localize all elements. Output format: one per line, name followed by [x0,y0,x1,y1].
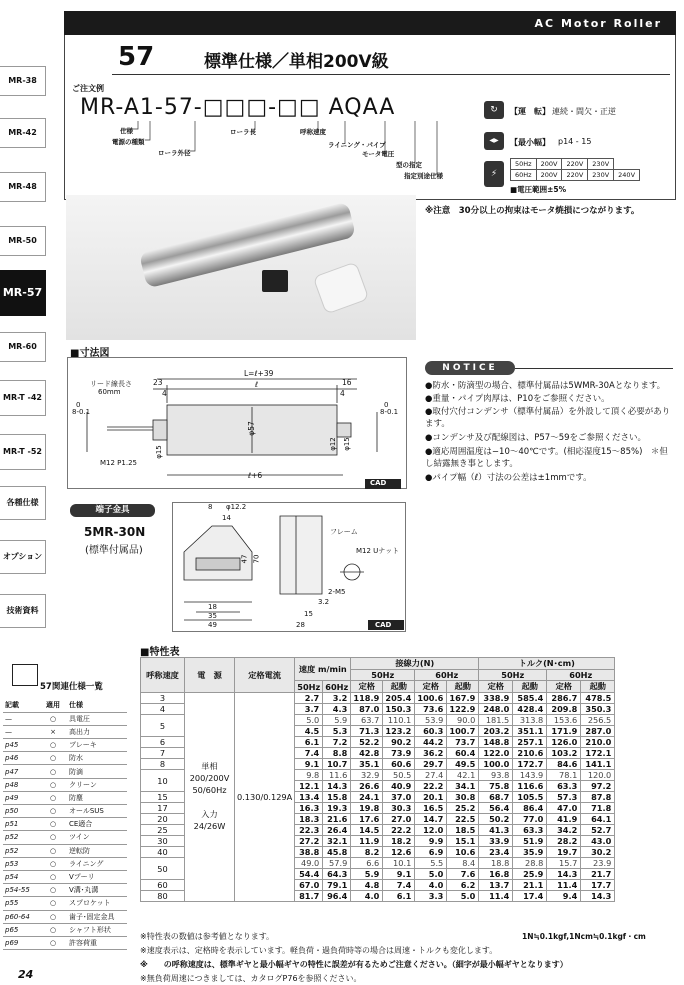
dim-L: L=ℓ+39 [244,369,274,378]
spec-row: 30 27.2 32.1 11.9 18.2 9.9 15.1 33.9 51.9 28.2 43.0 [141,836,615,847]
spec-list-row[interactable]: p47 ○ 防滴 [3,765,127,778]
spec-list-row[interactable]: p53 ○ ライニング [3,857,127,870]
power-cell: 単相 200/200V 50/60Hz 入力 24/26W [185,693,235,902]
terminal-model: 5MR-30N [84,525,146,539]
term-d32: 3.2 [318,598,330,606]
spec-row: 6 6.1 7.2 52.2 90.2 44.2 73.7 148.8 257.1 126.0 210.0 [141,737,615,748]
unit-note: 1N≒0.1kgf,1Ncm≒0.1kgf・cm [522,932,646,941]
dim-0b: 0 [384,401,389,409]
dim-8a: 8-0.1 [72,408,91,416]
term-cad-badge: CAD [375,621,392,629]
term-d18: 18 [208,603,217,611]
min-width-label: 【最小幅】 [510,138,550,147]
dim-4b: 4 [340,389,345,398]
spec-table: 呼称速度 電 源 定格電流 速度 m/min 接線力(N) トルク(N･cm) 50Hz 60Hz 50Hz 60Hz 50Hz 60Hz 定格 起動 定格 起動 定格 起動 定格 起動 3 単相 200/200V 50/60Hz 入力 24/26W 0.130/0.129A 2.7 3.2 118.9 205.4 100.6 167.9 338.9 585.4 286.7 478.5 4 3.7 4.3 87.0 150.3 73.6 122.9 248.0 428.4 209.8 350.3 5 5.0 5.9 63.7 110.1 53.9 90.0 181.5 313.8 153.6 256.5 4.5 5.3 71.3 123.2 60.3 100.7 203.2 351.1 171.9 287.0 6 6.1 7.2 52.2 90.2 44.2 73.7 148.8 257.1 126.0 210.0 7 7.4 8.8 42.8 73.9 36.2 60.4 122.0 210.6 103.2 172.1 8 9.1 10.7 35.1 60.6 29.7 49.5 100.0 172.7 84.6 141.1 10 9.8 11.6 32.9 50.5 27.4 42.1 93.8 143.9 78.1 120.0 12.1 14.3 26.6 40.9 22.2 34.1 75.8 116.6 63.3 97.2 15 13.4 15.8 24.1 37.0 20.1 30.8 68.7 105.5 57.3 87.8 17 16.3 19.3 19.8 30.3 16.5 25.2 56.4 86.4 47.0 71.8 20 18.3 21.6 17.6 27.0 14.7 22.5 50.2 77.0 41.9 64.1 25 22.3 26.4 14.5 22.2 12.0 18.5 41.3 63.3 34.2 52.7 30 27.2 32.1 11.9 18.2 9.9 15.1 33.9 51.9 28.2 43.0 40 38.8 45.8 8.2 12.6 6.9 10.6 23.4 35.9 19.7 30.2 50 49.0 57.9 6.6 10.1 5.5 8.4 18.8 28.8 15.7 23.9 54.4 64.3 5.9 9.1 5.0 7.6 16.8 25.9 14.3 21.7 60 67.0 79.1 4.8 7.4 4.0 6.2 13.7 21.1 11.4 17.7 80 81.7 96.4 4.0 6.1 3.3 5.0 11.4 17.4 9.4 14.3 [140,657,615,902]
notice-item: ●防水・防滴型の場合、標準付属品は5WMR-30Aとなります。 [425,381,666,391]
code-label: ローラ外径 [158,149,191,157]
product-photo [66,195,416,340]
term-frame-label: フレーム [330,528,358,536]
dimension-title: ■寸法図 [70,348,110,359]
side-tab-options[interactable]: オプション [0,540,46,574]
spec-note: ※特性表の数値は参考値となります。 [140,932,275,941]
brand-bar: AC Motor Roller [64,11,676,35]
dimension-drawing [67,357,407,489]
spec-list-row[interactable]: — × 高出力 [3,725,127,738]
spec-row: 40 38.8 45.8 8.2 12.6 6.9 10.6 23.4 35.9 19.7 30.2 [141,847,615,858]
dim-m12: M12 P1.25 [100,459,137,467]
spec-list-row[interactable]: p60-64 ○ 歯子･固定金具 [3,910,127,923]
voltage-table: 50Hz 200V 220V 230V 60Hz 200V 220V 230V 240V [510,158,640,181]
doc-icon [12,664,38,686]
dim-d15: φ15 [154,445,163,459]
term-d35: 35 [208,612,217,620]
dim-16: 16 [342,378,352,387]
spec-list-title: 57関連仕様一覧 [40,682,103,692]
code-label: ライニング・パイプ [328,141,386,149]
page-title: 標準仕様／単相200V級 [204,52,389,72]
code-label: 仕様 [120,127,133,135]
operation-value: 連続・間欠・正逆 [552,107,616,116]
notice-item: ●適応周囲温度は−10～40℃です。(相応湿度15～85%) ＊但し結露無き事とします。 [425,447,668,469]
notice-item: ●コンデンサ及び配線図は、P57～59をご参照ください。 [425,433,647,443]
spec-row: 10 9.8 11.6 32.9 50.5 27.4 42.1 93.8 143.9 78.1 120.0 [141,770,615,781]
spec-row: 8 9.1 10.7 35.1 60.6 29.7 49.5 100.0 172.7 84.6 141.1 [141,759,615,770]
side-tab-mr57[interactable]: MR-57 [0,270,46,316]
spec-list-row[interactable]: — ○ 具電圧 [3,712,127,725]
term-d70: 70 [252,554,261,564]
notice-item: ●取付穴付コンデンサ（標準付属品）を外設して頂く必要があります。 [425,407,671,429]
spec-list-row[interactable]: p49 ○ 防塵 [3,791,127,804]
operation-label: 【運 転】 [510,107,550,116]
spec-list-row[interactable]: p69 ○ 許容荷重 [3,936,127,949]
dim-d57: φ57 [246,421,256,436]
term-d49: 49 [208,621,217,629]
term-d14: 14 [222,514,231,522]
bolt-icon: ⚡ [484,161,504,187]
dim-4a: 4 [162,389,167,398]
spec-row: 5 5.0 5.9 63.7 110.1 53.9 90.0 181.5 313.8 153.6 256.5 [141,715,615,726]
cad-badge: CAD [370,479,387,487]
capacitor-image [262,270,288,292]
term-m5: 2-M5 [328,588,346,596]
dim-d15b: φ15 [342,437,351,451]
code-label: ローラ長 [230,128,256,136]
spec-list-row[interactable]: p52 ○ ツイン [3,831,127,844]
dim-l: ℓ [255,380,259,389]
spec-row: 15 13.4 15.8 24.1 37.0 20.1 30.8 68.7 105.5 57.3 87.8 [141,792,615,803]
spec-list-row[interactable]: p48 ○ クリーン [3,778,127,791]
spec-list-table: 記載 適用 仕様 — ○ 具電圧 — × 高出力 p45 ○ ブレーキ p46 ○ 防水 p47 ○ 防滴 p48 ○ クリーン p49 ○ 防塵 p50 ○ オールSUS p51 ○ CE適合 p52 ○ ツイン p52 ○ 逆転防 p53 ○ ライニング p54 ○ Vプーリ p54-55 ○ V溝･丸溝 p55 ○ スプロケット p60-64 ○ 歯子･固定金具 p65 ○ シャフト形状 p69 ○ 許容荷重 [3,699,127,950]
photo-note: ※注意 30分以上の拘束はモータ焼損につながります。 [425,206,640,216]
spec-note: ※速度表示は、定格時を表示しています。軽負荷・過負荷時等の場合は周速・トルクも変化します。 [140,946,498,955]
code-label: モータ電圧 [362,150,395,158]
terminal-title: 端子金具 [70,504,155,517]
side-tab-mr48[interactable]: MR-48 [0,172,46,202]
term-nut-label: M12 Uナット [356,547,400,555]
spec-row: 4 3.7 4.3 87.0 150.3 73.6 122.9 248.0 428.4 209.8 350.3 [141,704,615,715]
side-tab-mr60[interactable]: MR-60 [0,332,46,362]
spec-list-row[interactable]: p51 ○ CE適合 [3,818,127,831]
spec-row: 54.4 64.3 5.9 9.1 5.0 7.6 16.8 25.9 14.3 21.7 [141,869,615,880]
term-d28: 28 [296,621,305,629]
spec-row: 60 67.0 79.1 4.8 7.4 4.0 6.2 13.7 21.1 11.4 17.7 [141,880,615,891]
rotate-icon: ↻ [484,101,504,119]
dim-8b: 8-0.1 [380,408,399,416]
dim-23: 23 [153,378,163,387]
side-tab-mr38[interactable]: MR-38 [0,66,46,96]
side-tab-tech[interactable]: 技術資料 [0,594,46,628]
spec-row: 7 7.4 8.8 42.8 73.9 36.2 60.4 122.0 210.6 103.2 172.1 [141,748,615,759]
spec-note: ※無負荷周速につきましては、カタログP76を参照ください。 [140,974,362,983]
min-width-value: p14 - 15 [558,137,592,146]
notice-rule [515,368,673,369]
side-tab-mr50[interactable]: MR-50 [0,226,46,256]
spec-row: 17 16.3 19.3 19.8 30.3 16.5 25.2 56.4 86.4 47.0 71.8 [141,803,615,814]
spec-note: ※ の呼称速度は、標準ギヤと最小幅ギヤの特性に誤差が有るためご注意ください。（細字が最小幅ギヤとなります） [140,960,568,969]
voltage-range: ■電圧範囲±5% [510,185,567,194]
side-tab-mrt52[interactable]: MR-T -52 [0,434,46,470]
code-label: 指定別途仕様 [404,172,443,180]
current-cell: 0.130/0.129A [235,693,295,902]
order-model-code: MR-A1-57-□□□-□□ AQAA [80,95,396,120]
notice-item: ●パイプ幅（ℓ）寸法の公差は±1mmです。 [425,473,592,483]
spec-row: 25 22.3 26.4 14.5 22.2 12.0 18.5 41.3 63.3 34.2 52.7 [141,825,615,836]
term-d47: 47 [240,554,249,564]
spec-list-row[interactable]: p54 ○ Vプーリ [3,870,127,883]
spec-row: 3 単相 200/200V 50/60Hz 入力 24/26W 0.130/0.129A 2.7 3.2 118.9 205.4 100.6 167.9 338.9 585.4 286.7 478.5 [141,693,615,704]
dim-d12: φ12 [328,437,337,451]
spec-list-row[interactable]: p54-55 ○ V溝･丸溝 [3,884,127,897]
spec-list-row[interactable]: p52 ○ 逆転防 [3,844,127,857]
page-number: 24 [18,968,34,981]
code-label: 呼称速度 [300,128,326,136]
lead-length: 60mm [98,388,121,396]
terminal-sub: (標準付属品) [85,545,143,556]
spec-list-row[interactable]: p65 ○ シャフト形状 [3,923,127,936]
spec-row: 20 18.3 21.6 17.6 27.0 14.7 22.5 50.2 77.0 41.9 64.1 [141,814,615,825]
lead-label: リード線長さ [90,380,132,388]
width-icon: ◀▶ [484,132,504,150]
spec-row: 80 81.7 96.4 4.0 6.1 3.3 5.0 11.4 17.4 9.4 14.3 [141,891,615,902]
spec-list-row[interactable]: p50 ○ オールSUS [3,805,127,818]
code-label: 電源の種類 [112,138,145,146]
term-d122: φ12.2 [226,503,247,511]
model-number: 57 [118,42,155,72]
spec-list-row[interactable]: p55 ○ スプロケット [3,897,127,910]
spec-title: ■特性表 [140,647,180,658]
notice-item: ●重量・パイプ肉厚は、P10をご参照ください。 [425,394,610,404]
side-tab-mr42[interactable]: MR-42 [0,118,46,148]
spec-list-row[interactable]: p45 ○ ブレーキ [3,739,127,752]
code-label: 型の指定 [396,161,422,169]
spec-row: 12.1 14.3 26.6 40.9 22.2 34.1 75.8 116.6 63.3 97.2 [141,781,615,792]
dim-0a: 0 [76,401,81,409]
order-example-label: ご注文例 [72,84,104,93]
spec-row: 50 49.0 57.9 6.6 10.1 5.5 8.4 18.8 28.8 15.7 23.9 [141,858,615,869]
notice-title: NOTICE [425,361,515,375]
term-d8: 8 [208,503,213,511]
spec-list-row[interactable]: p46 ○ 防水 [3,752,127,765]
dim-l6: ℓ+6 [248,471,263,480]
side-tab-specs[interactable]: 各種仕様 [0,486,46,520]
term-d15: 15 [304,610,313,618]
side-tab-mrt42[interactable]: MR-T -42 [0,380,46,416]
spec-row: 4.5 5.3 71.3 123.2 60.3 100.7 203.2 351.1 171.9 287.0 [141,726,615,737]
